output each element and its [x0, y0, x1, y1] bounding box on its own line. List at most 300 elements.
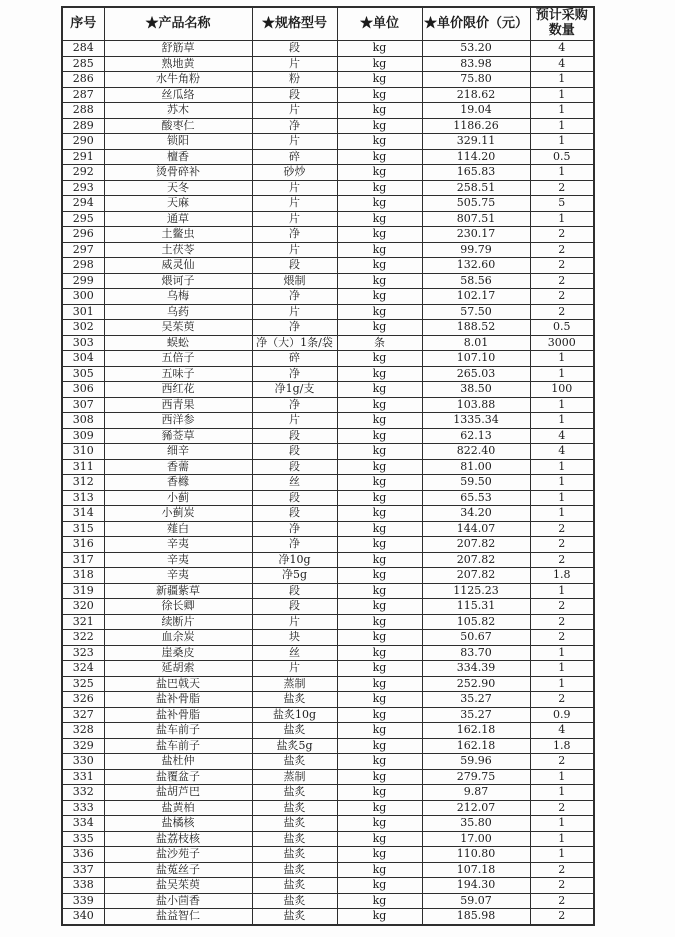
table-row: [62, 335, 594, 351]
cell-unit: kg: [337, 165, 422, 181]
cell-product-name: 续断片: [104, 614, 252, 630]
cell-index: 327: [62, 707, 104, 723]
cell-unit: kg: [337, 397, 422, 413]
cell-price: 65.53: [422, 490, 530, 506]
cell-index: 322: [62, 630, 104, 646]
cell-qty: 2: [530, 630, 594, 646]
cell-unit: kg: [337, 847, 422, 863]
cell-qty: 1: [530, 366, 594, 382]
cell-spec: 碎: [252, 149, 337, 165]
cell-qty: 2: [530, 289, 594, 305]
table-row: [62, 211, 594, 227]
cell-unit: kg: [337, 320, 422, 336]
cell-unit: kg: [337, 583, 422, 599]
cell-unit: kg: [337, 676, 422, 692]
cell-unit: kg: [337, 692, 422, 708]
cell-qty: 1: [530, 769, 594, 785]
cell-price: 17.00: [422, 831, 530, 847]
cell-qty: 0.5: [530, 149, 594, 165]
cell-unit: kg: [337, 785, 422, 801]
cell-qty: 2: [530, 878, 594, 894]
cell-spec: 盐炙: [252, 878, 337, 894]
table-row: [62, 630, 594, 646]
cell-product-name: 辛夷: [104, 537, 252, 553]
cell-price: 822.40: [422, 444, 530, 460]
cell-spec: 段: [252, 428, 337, 444]
cell-unit: kg: [337, 831, 422, 847]
cell-price: 75.80: [422, 72, 530, 88]
cell-index: 333: [62, 800, 104, 816]
cell-price: 57.50: [422, 304, 530, 320]
cell-unit: kg: [337, 475, 422, 491]
cell-price: 38.50: [422, 382, 530, 398]
cell-product-name: 盐杜仲: [104, 754, 252, 770]
cell-qty: 4: [530, 428, 594, 444]
table-row: [62, 428, 594, 444]
cell-spec: 段: [252, 444, 337, 460]
cell-index: 304: [62, 351, 104, 367]
cell-unit: kg: [337, 273, 422, 289]
cell-index: 298: [62, 258, 104, 274]
cell-product-name: 西红花: [104, 382, 252, 398]
cell-price: 1125.23: [422, 583, 530, 599]
cell-spec: 净1g/支: [252, 382, 337, 398]
cell-qty: 2: [530, 552, 594, 568]
cell-index: 340: [62, 909, 104, 925]
cell-qty: 1: [530, 506, 594, 522]
cell-qty: 1: [530, 645, 594, 661]
cell-product-name: 通草: [104, 211, 252, 227]
cell-price: 230.17: [422, 227, 530, 243]
cell-qty: 1.8: [530, 738, 594, 754]
cell-product-name: 盐黄柏: [104, 800, 252, 816]
cell-product-name: 檀香: [104, 149, 252, 165]
cell-price: 162.18: [422, 738, 530, 754]
cell-index: 320: [62, 599, 104, 615]
table-container: [61, 6, 595, 926]
table-row: [62, 490, 594, 506]
cell-spec: 片: [252, 196, 337, 212]
cell-index: 299: [62, 273, 104, 289]
cell-qty: 1: [530, 134, 594, 150]
cell-qty: 1: [530, 351, 594, 367]
cell-index: 330: [62, 754, 104, 770]
cell-qty: 2: [530, 521, 594, 537]
cell-index: 296: [62, 227, 104, 243]
cell-unit: kg: [337, 707, 422, 723]
cell-price: 19.04: [422, 103, 530, 119]
cell-unit: kg: [337, 227, 422, 243]
table-row: [62, 304, 594, 320]
table-row: [62, 180, 594, 196]
cell-qty: 2: [530, 614, 594, 630]
cell-qty: 1: [530, 816, 594, 832]
cell-qty: 1: [530, 118, 594, 134]
table-row: [62, 273, 594, 289]
cell-spec: 净: [252, 289, 337, 305]
cell-qty: 1: [530, 72, 594, 88]
cell-spec: 盐炙: [252, 862, 337, 878]
cell-product-name: 薤白: [104, 521, 252, 537]
cell-product-name: 辛夷: [104, 568, 252, 584]
cell-unit: kg: [337, 351, 422, 367]
cell-unit: kg: [337, 599, 422, 615]
table-row: [62, 847, 594, 863]
cell-spec: 净（大）1条/袋: [252, 335, 337, 351]
cell-product-name: 威灵仙: [104, 258, 252, 274]
cell-spec: 砂炒: [252, 165, 337, 181]
cell-product-name: 盐车前子: [104, 723, 252, 739]
table-row: [62, 878, 594, 894]
cell-index: 323: [62, 645, 104, 661]
cell-index: 326: [62, 692, 104, 708]
cell-index: 293: [62, 180, 104, 196]
table-row: [62, 258, 594, 274]
cell-unit: kg: [337, 180, 422, 196]
cell-qty: 2: [530, 909, 594, 925]
table-row: [62, 41, 594, 57]
cell-product-name: 熟地黄: [104, 56, 252, 72]
col-header-index: 序号: [62, 7, 104, 41]
cell-spec: 蒸制: [252, 676, 337, 692]
cell-index: 312: [62, 475, 104, 491]
table-row: [62, 444, 594, 460]
cell-spec: 段: [252, 41, 337, 57]
cell-unit: kg: [337, 537, 422, 553]
cell-index: 329: [62, 738, 104, 754]
cell-unit: kg: [337, 118, 422, 134]
cell-qty: 1: [530, 165, 594, 181]
cell-unit: kg: [337, 242, 422, 258]
table-row: [62, 118, 594, 134]
table-row: [62, 831, 594, 847]
cell-spec: 片: [252, 134, 337, 150]
cell-product-name: 盐菟丝子: [104, 862, 252, 878]
table-row: [62, 320, 594, 336]
cell-qty: 1: [530, 831, 594, 847]
cell-index: 286: [62, 72, 104, 88]
cell-unit: kg: [337, 258, 422, 274]
cell-index: 328: [62, 723, 104, 739]
cell-spec: 盐炙: [252, 909, 337, 925]
cell-price: 188.52: [422, 320, 530, 336]
cell-price: 50.67: [422, 630, 530, 646]
cell-index: 336: [62, 847, 104, 863]
cell-unit: kg: [337, 862, 422, 878]
cell-price: 252.90: [422, 676, 530, 692]
table-row: [62, 72, 594, 88]
cell-index: 294: [62, 196, 104, 212]
cell-unit: kg: [337, 800, 422, 816]
cell-qty: 4: [530, 444, 594, 460]
cell-price: 107.18: [422, 862, 530, 878]
cell-unit: kg: [337, 428, 422, 444]
cell-spec: 净: [252, 118, 337, 134]
cell-index: 289: [62, 118, 104, 134]
cell-index: 315: [62, 521, 104, 537]
cell-index: 311: [62, 459, 104, 475]
cell-price: 212.07: [422, 800, 530, 816]
table-body: [62, 41, 594, 925]
cell-unit: kg: [337, 382, 422, 398]
cell-price: 258.51: [422, 180, 530, 196]
cell-index: 307: [62, 397, 104, 413]
cell-product-name: 锁阳: [104, 134, 252, 150]
cell-product-name: 盐车前子: [104, 738, 252, 754]
cell-spec: 盐炙: [252, 816, 337, 832]
cell-qty: 1: [530, 490, 594, 506]
table-row: [62, 366, 594, 382]
cell-spec: 净: [252, 320, 337, 336]
cell-price: 505.75: [422, 196, 530, 212]
cell-unit: kg: [337, 413, 422, 429]
cell-price: 59.50: [422, 475, 530, 491]
cell-index: 339: [62, 893, 104, 909]
cell-price: 185.98: [422, 909, 530, 925]
table-row: [62, 134, 594, 150]
cell-index: 306: [62, 382, 104, 398]
cell-index: 335: [62, 831, 104, 847]
cell-product-name: 土鳖虫: [104, 227, 252, 243]
cell-spec: 段: [252, 258, 337, 274]
cell-unit: kg: [337, 41, 422, 57]
table-row: [62, 769, 594, 785]
cell-unit: kg: [337, 490, 422, 506]
cell-price: 58.56: [422, 273, 530, 289]
cell-unit: kg: [337, 645, 422, 661]
cell-unit: kg: [337, 366, 422, 382]
cell-product-name: 丝瓜络: [104, 87, 252, 103]
cell-product-name: 盐补骨脂: [104, 692, 252, 708]
cell-price: 62.13: [422, 428, 530, 444]
cell-unit: kg: [337, 661, 422, 677]
cell-product-name: 乌梅: [104, 289, 252, 305]
cell-spec: 盐炙: [252, 692, 337, 708]
table-row: [62, 707, 594, 723]
cell-spec: 段: [252, 583, 337, 599]
cell-unit: kg: [337, 754, 422, 770]
cell-index: 303: [62, 335, 104, 351]
cell-index: 285: [62, 56, 104, 72]
cell-qty: 2: [530, 258, 594, 274]
cell-qty: 1: [530, 103, 594, 119]
cell-product-name: 盐巴戟天: [104, 676, 252, 692]
cell-product-name: 烫骨碎补: [104, 165, 252, 181]
cell-qty: 2: [530, 692, 594, 708]
cell-index: 292: [62, 165, 104, 181]
cell-index: 337: [62, 862, 104, 878]
cell-price: 103.88: [422, 397, 530, 413]
cell-unit: kg: [337, 134, 422, 150]
cell-index: 338: [62, 878, 104, 894]
cell-price: 83.70: [422, 645, 530, 661]
cell-product-name: 五味子: [104, 366, 252, 382]
cell-index: 290: [62, 134, 104, 150]
col-header-quantity: 预计采购数量: [530, 7, 594, 41]
cell-price: 53.20: [422, 41, 530, 57]
cell-unit: kg: [337, 211, 422, 227]
table-row: [62, 614, 594, 630]
cell-unit: kg: [337, 816, 422, 832]
cell-unit: kg: [337, 289, 422, 305]
cell-price: 207.82: [422, 552, 530, 568]
cell-product-name: 小蓟: [104, 490, 252, 506]
cell-spec: 块: [252, 630, 337, 646]
header-row: [62, 7, 594, 41]
cell-index: 305: [62, 366, 104, 382]
table-row: [62, 692, 594, 708]
cell-spec: 段: [252, 599, 337, 615]
cell-spec: 盐炙: [252, 785, 337, 801]
table-row: [62, 909, 594, 925]
cell-price: 1186.26: [422, 118, 530, 134]
cell-qty: 1: [530, 475, 594, 491]
cell-qty: 2: [530, 754, 594, 770]
table-row: [62, 568, 594, 584]
cell-qty: 100: [530, 382, 594, 398]
cell-product-name: 盐覆盆子: [104, 769, 252, 785]
cell-product-name: 盐沙苑子: [104, 847, 252, 863]
table-row: [62, 862, 594, 878]
cell-spec: 净: [252, 366, 337, 382]
cell-product-name: 徐长卿: [104, 599, 252, 615]
cell-qty: 2: [530, 227, 594, 243]
table-row: [62, 413, 594, 429]
cell-price: 59.96: [422, 754, 530, 770]
cell-index: 325: [62, 676, 104, 692]
cell-qty: 1: [530, 459, 594, 475]
table-row: [62, 397, 594, 413]
cell-product-name: 香薷: [104, 459, 252, 475]
cell-price: 105.82: [422, 614, 530, 630]
cell-price: 207.82: [422, 568, 530, 584]
cell-qty: 3000: [530, 335, 594, 351]
cell-unit: 条: [337, 335, 422, 351]
cell-spec: 盐炙: [252, 800, 337, 816]
cell-spec: 净: [252, 227, 337, 243]
cell-product-name: 盐橘核: [104, 816, 252, 832]
cell-price: 807.51: [422, 211, 530, 227]
cell-spec: 盐炙: [252, 831, 337, 847]
cell-qty: 1: [530, 397, 594, 413]
cell-spec: 段: [252, 490, 337, 506]
cell-unit: kg: [337, 444, 422, 460]
cell-spec: 片: [252, 242, 337, 258]
cell-index: 284: [62, 41, 104, 57]
cell-unit: kg: [337, 893, 422, 909]
cell-qty: 1.8: [530, 568, 594, 584]
cell-product-name: 盐荔枝核: [104, 831, 252, 847]
cell-price: 329.11: [422, 134, 530, 150]
cell-unit: kg: [337, 723, 422, 739]
table-row: [62, 537, 594, 553]
cell-product-name: 五倍子: [104, 351, 252, 367]
cell-price: 162.18: [422, 723, 530, 739]
cell-price: 83.98: [422, 56, 530, 72]
table-row: [62, 289, 594, 305]
cell-qty: 1: [530, 211, 594, 227]
cell-qty: 5: [530, 196, 594, 212]
cell-index: 310: [62, 444, 104, 460]
cell-qty: 2: [530, 180, 594, 196]
cell-qty: 0.5: [530, 320, 594, 336]
cell-unit: kg: [337, 614, 422, 630]
table-header: [62, 7, 594, 41]
cell-price: 81.00: [422, 459, 530, 475]
cell-product-name: 细辛: [104, 444, 252, 460]
cell-qty: 2: [530, 893, 594, 909]
table-row: [62, 800, 594, 816]
cell-spec: 盐炙: [252, 893, 337, 909]
cell-qty: 2: [530, 304, 594, 320]
cell-product-name: 香橼: [104, 475, 252, 491]
cell-spec: 盐炙: [252, 847, 337, 863]
cell-product-name: 豨莶草: [104, 428, 252, 444]
cell-price: 279.75: [422, 769, 530, 785]
cell-product-name: 乌药: [104, 304, 252, 320]
cell-unit: kg: [337, 103, 422, 119]
cell-qty: 1: [530, 413, 594, 429]
table-row: [62, 149, 594, 165]
cell-product-name: 煨诃子: [104, 273, 252, 289]
cell-index: 301: [62, 304, 104, 320]
cell-index: 288: [62, 103, 104, 119]
cell-qty: 4: [530, 56, 594, 72]
cell-index: 331: [62, 769, 104, 785]
cell-product-name: 舒筋草: [104, 41, 252, 57]
cell-spec: 净: [252, 537, 337, 553]
cell-spec: 丝: [252, 645, 337, 661]
cell-unit: kg: [337, 506, 422, 522]
cell-index: 334: [62, 816, 104, 832]
cell-product-name: 吴茱萸: [104, 320, 252, 336]
cell-qty: 2: [530, 599, 594, 615]
cell-spec: 片: [252, 661, 337, 677]
cell-spec: 丝: [252, 475, 337, 491]
cell-unit: kg: [337, 878, 422, 894]
cell-price: 165.83: [422, 165, 530, 181]
cell-spec: 盐炙10g: [252, 707, 337, 723]
table-row: [62, 382, 594, 398]
cell-spec: 片: [252, 304, 337, 320]
cell-spec: 片: [252, 180, 337, 196]
table-row: [62, 475, 594, 491]
cell-spec: 片: [252, 56, 337, 72]
cell-unit: kg: [337, 459, 422, 475]
cell-qty: 0.9: [530, 707, 594, 723]
cell-product-name: 血余炭: [104, 630, 252, 646]
cell-spec: 蒸制: [252, 769, 337, 785]
cell-price: 35.27: [422, 692, 530, 708]
cell-unit: kg: [337, 196, 422, 212]
cell-product-name: 天麻: [104, 196, 252, 212]
cell-unit: kg: [337, 304, 422, 320]
cell-spec: 片: [252, 103, 337, 119]
cell-index: 332: [62, 785, 104, 801]
cell-spec: 煨制: [252, 273, 337, 289]
cell-unit: kg: [337, 630, 422, 646]
col-header-price-limit: ★单价限价（元）: [422, 7, 530, 41]
cell-spec: 盐炙: [252, 723, 337, 739]
cell-qty: 2: [530, 273, 594, 289]
cell-spec: 碎: [252, 351, 337, 367]
cell-price: 194.30: [422, 878, 530, 894]
cell-product-name: 盐益智仁: [104, 909, 252, 925]
table-row: [62, 242, 594, 258]
cell-spec: 盐炙5g: [252, 738, 337, 754]
table-row: [62, 738, 594, 754]
cell-index: 317: [62, 552, 104, 568]
